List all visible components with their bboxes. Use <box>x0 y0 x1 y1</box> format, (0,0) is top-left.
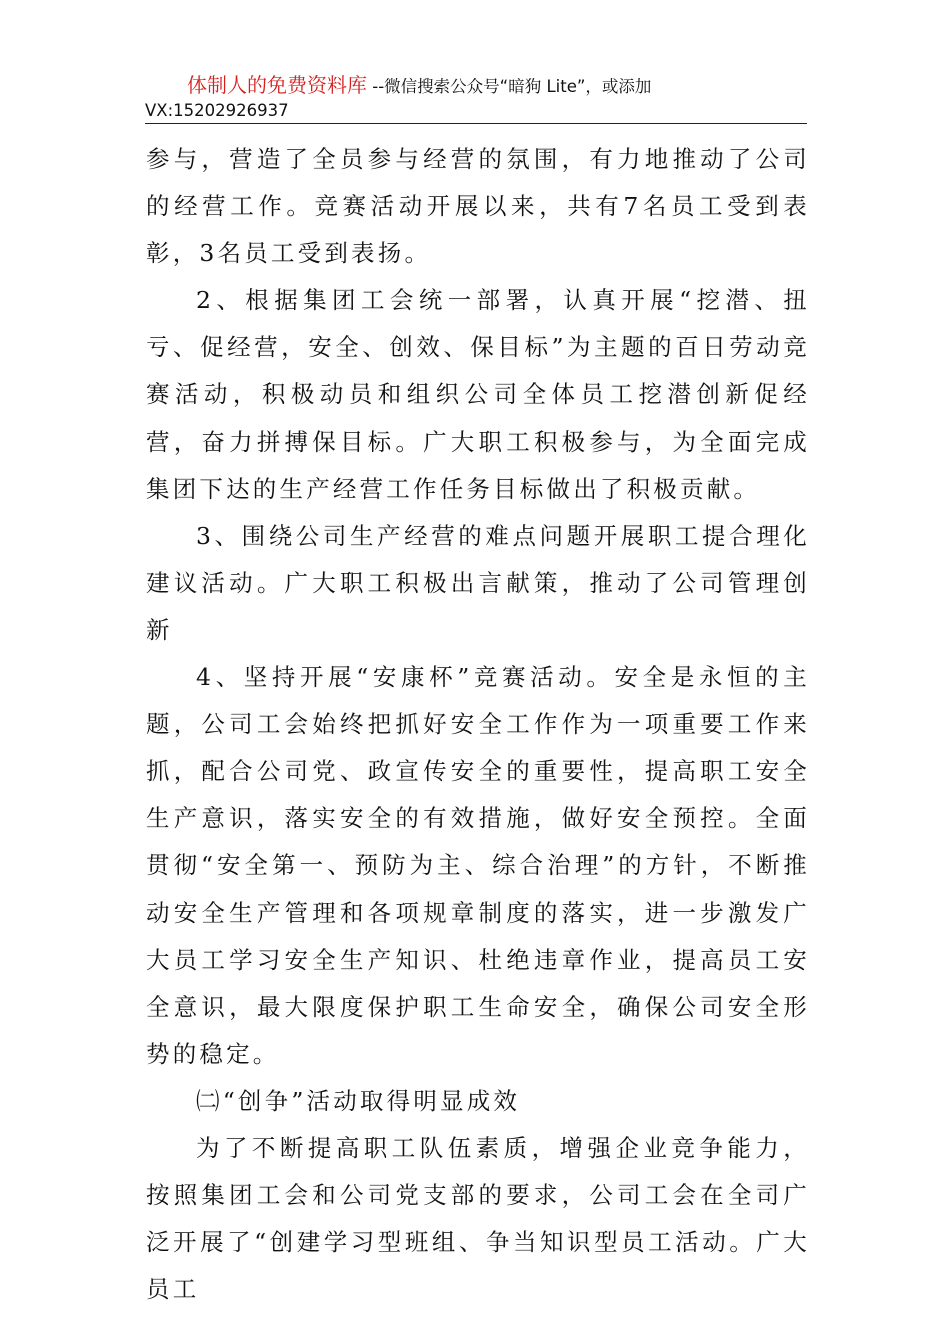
brand-title: 体制人的免费资料库 <box>187 73 367 97</box>
paragraph-continuation: 参与，营造了全员参与经营的氛围，有力地推动了公司的经营工作。竞赛活动开展以来，共有7名员工受到表彰，3名员工受到表扬。 <box>146 145 810 268</box>
page-header <box>145 70 807 122</box>
paragraph-item-4: 4、坚持开展“安康杯”竞赛活动。安全是永恒的主题，公司工会始终把抓好安全工作作为一项重要工作来抓，配合公司党、政宣传安全的重要性，提高职工安全生产意识，落实安全的有效措施，做好安全预控。全面贯彻“安全第一、预防为主、综合治理”的方针，不断推动安全生产管理和各项规章制度的落实，进一步激发广大员工学习安全生产知识、杜绝违章作业，提高员工安全意识，最大限度保护职工生命安全，确保公司安全形势的稳定。 <box>146 663 810 1068</box>
paragraph-section-body: 为了不断提高职工队伍素质，增强企业竞争能力，按照集团工会和公司党支部的要求，公司工会在全司广泛开展了“创建学习型班组、争当知识型员工活动。广大员工 <box>146 1133 810 1304</box>
paragraph-item-3: 3、围绕公司生产经营的难点问题开展职工提合理化建议活动。广大职工积极出言献策，推动了公司管理创新 <box>146 521 810 644</box>
contact-vx: VX:15202926937 <box>145 101 289 120</box>
header-divider <box>145 123 807 124</box>
header-line <box>145 70 807 100</box>
contact-info: --微信搜索公众号“暗狗 Lite”，或添加 <box>367 77 652 96</box>
section-heading: ㈡“创争”活动取得明显成效 <box>196 1086 521 1115</box>
document-body <box>146 136 810 1313</box>
paragraph-item-2: 2、根据集团工会统一部署，认真开展“挖潜、扭亏、促经营，安全、创效、保目标”为主题的百日劳动竞赛活动，积极动员和组织公司全体员工挖潜创新促经营，奋力拼搏保目标。广大职工积极参与，为全面完成集团下达的生产经营工作任务目标做出了积极贡献。 <box>146 286 810 503</box>
